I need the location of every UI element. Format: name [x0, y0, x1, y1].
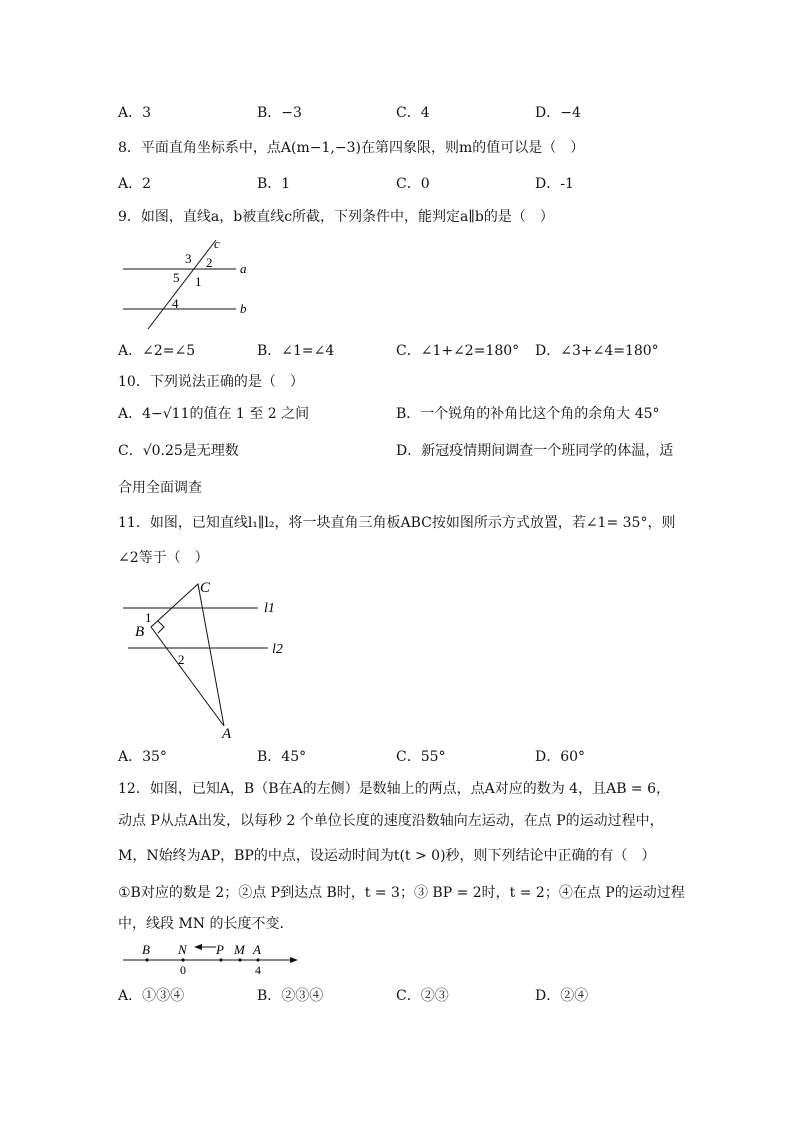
q9-option-a: A．∠2=∠5 [118, 343, 196, 359]
q12-stem-line5: 中，线段 MN 的长度不变． [118, 916, 294, 932]
line-c [148, 240, 216, 329]
label-A: A [253, 942, 261, 957]
point-M [238, 958, 241, 961]
q10-option-a: A．4−√11的值在 1 至 2 之间 [118, 406, 310, 422]
label-M: M [234, 942, 245, 957]
q11-stem-line2: ∠2等于（ ） [118, 550, 209, 566]
triangle-abc [151, 584, 224, 726]
label-angle-5: 5 [173, 270, 180, 285]
label-angle-3: 3 [185, 251, 192, 266]
label-b: b [240, 301, 247, 316]
label-N: N [178, 942, 187, 957]
q12-stem-line1: 12．如图，已知A，B（B在A的左侧）是数轴上的两点，点A对应的数为 4，且AB = 6， [118, 781, 671, 797]
point-N [181, 958, 184, 961]
q12-stem-line2: 动点 P从点A出发，以每秒 2 个单位长度的速度沿数轴向左运动，在点 P的运动过程中， [118, 813, 664, 829]
q11-option-c: C．55° [396, 749, 446, 765]
label-angle-1: 1 [145, 610, 152, 625]
q9-figure [118, 236, 258, 332]
q9-option-b: B．∠1=∠4 [257, 343, 335, 359]
point-B [145, 958, 148, 961]
q11-figure [118, 574, 298, 744]
q9-option-c: C．∠1+∠2=180° [396, 343, 520, 359]
label-angle-4: 4 [172, 296, 179, 311]
q8-option-b: B．1 [257, 176, 291, 192]
q12-option-a: A．①③④ [118, 988, 185, 1004]
q7-option-b: B．−3 [257, 105, 302, 121]
q9-option-d: D．∠3+∠4=180° [535, 343, 659, 359]
label-c: c [214, 236, 220, 251]
label-four: 4 [255, 963, 261, 977]
label-l2: l2 [272, 642, 283, 657]
q10-stem: 10．下列说法正确的是（ ） [118, 374, 304, 390]
point-A [256, 958, 259, 961]
q12-number-line [118, 938, 308, 978]
q11-stem-line1: 11．如图，已知直线l₁∥l₂，将一块直角三角板ABC按如图所示方式放置，若∠1= 35°，则 [118, 515, 676, 531]
q10-option-d-continued: 合用全面调查 [118, 480, 202, 496]
q10-option-c: C．√0.25是无理数 [118, 443, 239, 459]
q7-option-d: D．−4 [535, 105, 581, 121]
q8-option-c: C．0 [396, 176, 430, 192]
q8-stem: 8．平面直角坐标系中，点A(m−1,−3)在第四象限，则m的值可以是（ ） [118, 140, 585, 156]
label-C: C [200, 580, 211, 596]
q8-option-a: A．2 [118, 176, 152, 192]
q11-option-a: A．35° [118, 749, 167, 765]
q11-option-b: B．45° [257, 749, 307, 765]
label-P: P [216, 942, 224, 957]
label-zero: 0 [180, 963, 186, 977]
q12-stem-line3: M，N始终为AP，BP的中点，设运动时间为t(t > 0)秒，则下列结论中正确的有（ ） [118, 848, 656, 864]
axis-arrowhead [290, 957, 298, 963]
q9-stem: 9．如图，直线a，b被直线c所截，下列条件中，能判定a∥b的是（ ） [118, 209, 554, 225]
point-P [219, 958, 222, 961]
label-B: B [135, 624, 145, 640]
q10-option-b: B．一个锐角的补角比这个角的余角大 45° [396, 406, 660, 422]
q11-option-d: D．60° [535, 749, 586, 765]
label-angle-1: 1 [195, 274, 202, 289]
right-angle-mark [158, 621, 164, 633]
q12-stem-line4: ①B对应的数是 2；②点 P到达点 B时，t = 3；③ BP = 2时，t = 2；④在点 P的运动过程 [118, 885, 685, 901]
label-a: a [240, 261, 247, 276]
q12-option-b: B．②③④ [257, 988, 324, 1004]
q8-option-d: D．-1 [535, 176, 574, 192]
label-angle-2: 2 [206, 255, 213, 270]
q12-option-d: D．②④ [535, 988, 589, 1004]
q12-option-c: C．②③ [396, 988, 449, 1004]
label-angle-2: 2 [178, 652, 185, 667]
label-l1: l1 [264, 601, 275, 616]
q10-option-d: D．新冠疫情期间调查一个班同学的体温，适 [396, 443, 674, 459]
label-A: A [222, 726, 232, 742]
motion-arrowhead [194, 944, 202, 950]
q7-option-a: A．3 [118, 105, 152, 121]
q7-option-c: C．4 [396, 105, 430, 121]
label-B: B [142, 942, 150, 957]
